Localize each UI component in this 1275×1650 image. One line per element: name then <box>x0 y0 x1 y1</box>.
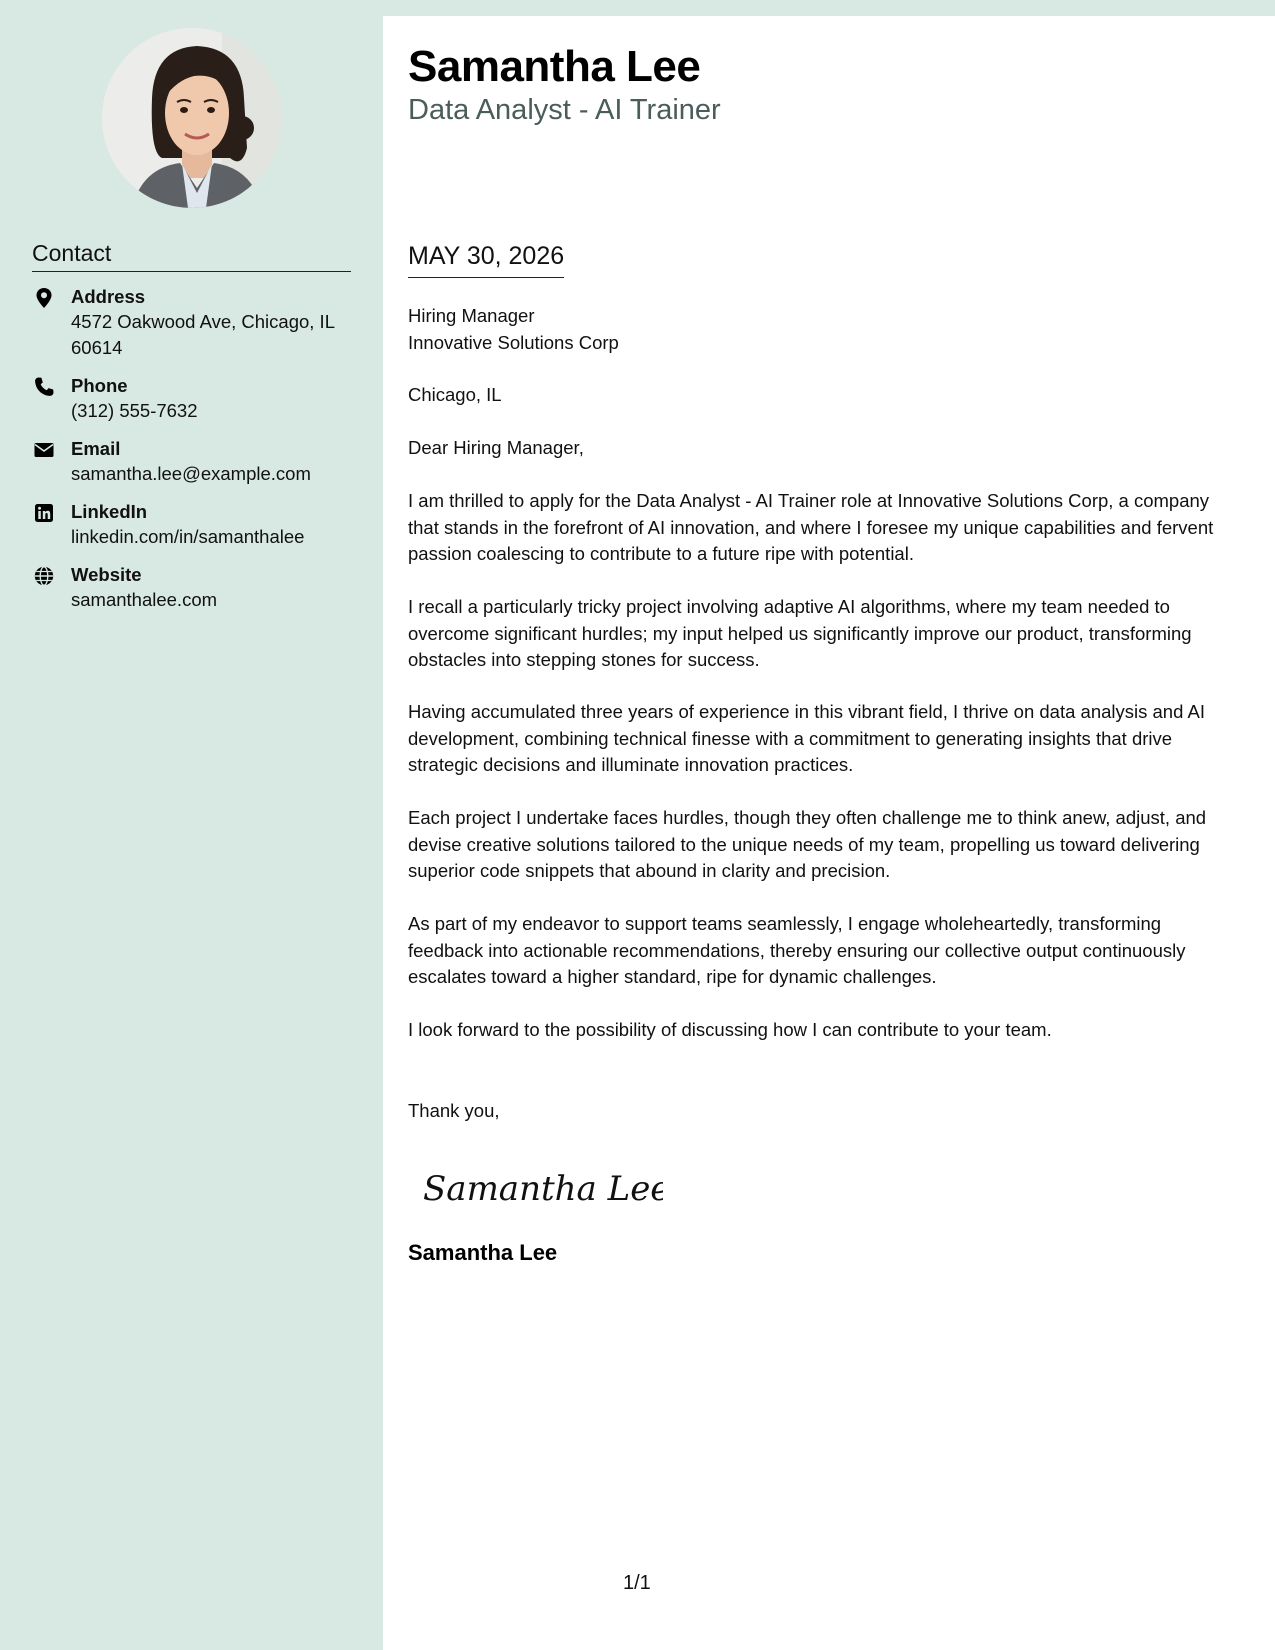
profile-photo <box>102 28 282 208</box>
signature-text: Samantha Lee <box>423 1169 663 1209</box>
email-label: Email <box>71 438 121 459</box>
recipient-company: Innovative Solutions Corp <box>408 332 619 353</box>
closing: Thank you, <box>408 1100 500 1121</box>
contact-address <box>32 284 352 364</box>
contact-email <box>32 436 352 488</box>
signature-image <box>423 1156 663 1221</box>
linkedin-icon <box>32 501 56 525</box>
envelope-icon <box>32 438 56 462</box>
paragraph-4: Each project I undertake faces hurdles, though they often challenge me to think anew, adjust, and devise creative solutions tailored to the unique needs of my team, propelling us toward delivering superior code snippets that abound in clarity and precision. <box>408 807 1207 881</box>
address-value: 4572 Oakwood Ave, Chicago, IL 60614 <box>71 311 335 358</box>
phone-icon <box>32 375 56 399</box>
email-value: samantha.lee@example.com <box>71 463 311 484</box>
signer-name: Samantha Lee <box>408 1240 558 1265</box>
letter-main <box>383 16 1275 1650</box>
contact-phone <box>32 373 352 425</box>
linkedin-label: LinkedIn <box>71 501 148 522</box>
paragraph-6: I look forward to the possibility of discussing how I can contribute to your team. <box>408 1019 1052 1040</box>
paragraph-5: As part of my endeavor to support teams seamlessly, I engage wholeheartedly, transforming feedback into actionable recommendations, thereby ensuring our collective output continuously escalates toward a higher standard, ripe for dynamic challenges. <box>408 913 1186 987</box>
address-label: Address <box>71 286 146 307</box>
paragraph-2: I recall a particularly tricky project involving adaptive AI algorithms, where my team needed to overcome significant hurdles; my input helped us significantly improve our product, transforming obstacles into stepping stones for success. <box>408 596 1192 670</box>
recipient-title: Hiring Manager <box>408 305 535 326</box>
contact-linkedin <box>32 499 352 551</box>
page-number: 1/1 <box>623 1572 651 1594</box>
salutation: Dear Hiring Manager, <box>408 437 584 458</box>
sidebar <box>0 0 383 1650</box>
job-title: Data Analyst - AI Trainer <box>408 94 721 126</box>
contact-heading: Contact <box>32 240 351 272</box>
contact-website <box>32 562 352 614</box>
website-value[interactable]: samanthalee.com <box>71 589 218 610</box>
paragraph-3: Having accumulated three years of experience in this vibrant field, I thrive on data analysis and AI development, combining technical finesse with a commitment to generating insights that drive strategic decisions and illuminate innovation practices. <box>408 701 1205 775</box>
phone-label: Phone <box>71 375 128 396</box>
letter-date: MAY 30, 2026 <box>408 242 564 278</box>
applicant-name: Samantha Lee <box>408 42 701 91</box>
map-pin-icon <box>32 286 56 310</box>
phone-value: (312) 555-7632 <box>71 400 198 421</box>
website-label: Website <box>71 564 142 585</box>
globe-icon <box>32 564 56 588</box>
recipient-location: Chicago, IL <box>408 384 502 405</box>
linkedin-value[interactable]: linkedin.com/in/samanthalee <box>71 526 305 547</box>
paragraph-1: I am thrilled to apply for the Data Analyst - AI Trainer role at Innovative Solutions Corp, a company that stands in the forefront of AI innovation, and where I foresee my unique capabilities and fervent passion coalescing to contribute to a future ripe with potential. <box>408 490 1214 564</box>
